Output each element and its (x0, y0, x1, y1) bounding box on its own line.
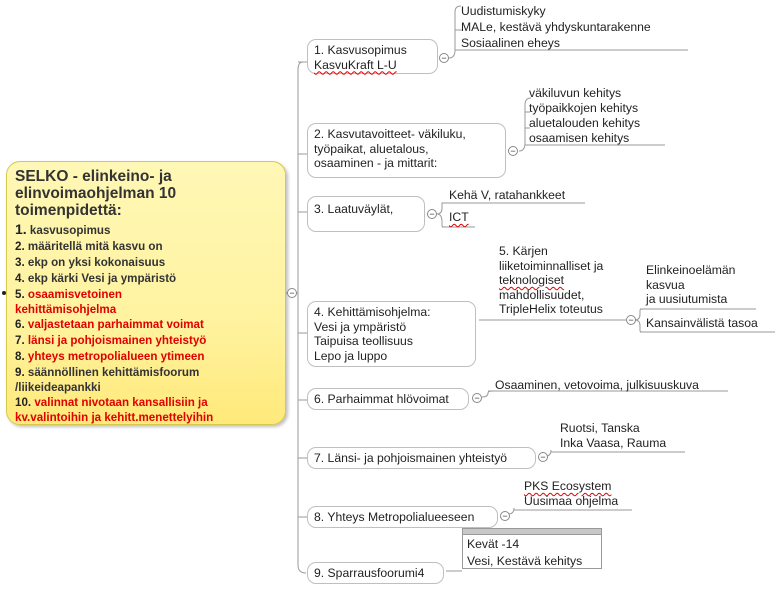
collapse-toggle-b6[interactable]: − (472, 393, 482, 403)
branch-kasvusopimus[interactable] (307, 39, 438, 74)
branch-label: 1. Kasvusopimus (314, 43, 407, 57)
collapse-toggle-b7[interactable]: − (538, 452, 548, 462)
central-item-2: 2. määritellä mitä kasvu on (15, 240, 163, 253)
branch-sparrausfoorumi[interactable]: 9. Sparrausfoorumi4 (307, 562, 444, 584)
leaf-pks-ecosystem: PKS Ecosystem (524, 479, 612, 493)
branch-laatuvaylat[interactable]: 3. Laatuväylät, (307, 196, 425, 232)
central-item-1: 1. kasvusopimus (15, 221, 111, 237)
sub-label: TripleHelix toteutus (499, 302, 603, 316)
branch-label: osaaminen - ja mittarit: (314, 156, 438, 170)
central-list (15, 221, 277, 425)
central-topic[interactable] (6, 161, 286, 425)
sub-karjen[interactable] (499, 244, 603, 317)
leaf-male: MALe, kestävä yhdyskuntarakenne (461, 20, 651, 34)
sub-label: mahdollisuudet, (499, 287, 585, 302)
collapse-toggle-b4[interactable]: − (626, 315, 636, 325)
leaf-keha-v: Kehä V, ratahankkeet (449, 188, 566, 202)
collapse-toggle-b1[interactable]: − (439, 53, 449, 63)
central-item-6: 6. valjastetaan parhaimmat voimat (15, 318, 204, 331)
branch-label: Taipuisa teollisuus (314, 334, 413, 348)
branch-label: 6. Parhaimmat hlövoimat (314, 392, 449, 406)
branch-parhaimmat[interactable] (307, 388, 469, 410)
sub-label: teknologiset (499, 273, 565, 287)
branch-kasvutavoitteet[interactable] (307, 123, 506, 178)
branch-label: 4. Kehittämisohjelma: (314, 305, 431, 319)
leaf-ict: ICT (449, 210, 469, 224)
note-box[interactable] (462, 528, 602, 569)
collapse-toggle-b2[interactable]: − (508, 146, 518, 156)
central-item-10: 10. valinnat nivotaan kansallisiin ja kv.valintoihin ja kehitt.menettelyihin (15, 396, 214, 424)
leaf-vakiluvun: väkiluvun kehitys (529, 86, 622, 100)
leaf-ruotsi: Ruotsi, Tanska (560, 421, 640, 435)
leaf-label: Elinkeinoelämän (646, 263, 736, 277)
leaf-uusimaa: Uusimaa ohjelma (524, 494, 619, 508)
leaf-kansainvalista: Kansainvälistä tasoa (646, 316, 758, 330)
note-line: Vesi, Kestävä kehitys (467, 553, 583, 568)
leaf-uudistumiskyky: Uudistumiskyky (461, 4, 546, 18)
central-item-4: 4. ekp kärki Vesi ja ympäristö (15, 272, 177, 285)
branch-metropolialue[interactable]: 8. Yhteys Metropolialueeseen (307, 506, 498, 528)
leaf-label: ja uusiutumista (646, 292, 728, 306)
sub-label: liiketoiminnalliset ja (499, 258, 604, 273)
branch-label: 2. Kasvutavoitteet- väkiluku, (314, 127, 466, 141)
central-item-5: 5. osaamisvetoinen kehittämisohjelma (15, 288, 122, 316)
collapse-toggle-b3[interactable]: − (427, 209, 437, 219)
leaf-elinkeinoelaman (646, 263, 735, 307)
central-item-8: 8. yhteys metropolialueen ytimeen (15, 350, 205, 363)
collapse-toggle-central[interactable]: − (287, 288, 297, 298)
leaf-sosiaalinen: Sosiaalinen eheys (461, 36, 560, 50)
central-item-9: 9. säännöllinen kehittämisfoorum /liikeideapankki (15, 366, 200, 394)
branch-kehittamisohjelma[interactable] (307, 301, 476, 367)
note-line: Kevät -14 (467, 537, 520, 551)
branch-lansi-pohjoismainen[interactable]: 7. Länsi- ja pohjoismainen yhteistyö (307, 447, 536, 469)
leaf-osaamisen: osaamisen kehitys (529, 131, 630, 145)
central-title: SELKO - elinkeino- ja elinvoimaohjelman 10 toimenpidettä: (15, 168, 177, 219)
leaf-aluetalouden: aluetalouden kehitys (529, 116, 641, 130)
leaf-tyopaikkojen: työpaikkojen kehitys (529, 101, 639, 115)
central-item-3: 3. ekp on yksi kokonaisuus (15, 256, 166, 269)
branch-label: Lepo ja luppo (314, 348, 388, 363)
branch-label: KasvuKraft L-U (314, 57, 397, 72)
sub-label: 5. Kärjen (499, 244, 548, 258)
leaf-osaaminen: Osaaminen, vetovoima, julkisuuskuva (495, 378, 699, 392)
branch-label: Vesi ja ympäristö (314, 319, 407, 334)
collapse-toggle-b8[interactable]: − (500, 511, 510, 521)
leaf-inka: Inka Vaasa, Rauma (560, 436, 667, 450)
central-item-7: 7. länsi ja pohjoismainen yhteistyö (15, 334, 207, 347)
leaf-label: kasvua (646, 277, 685, 292)
branch-label: työpaikat, aluetalous, (314, 141, 429, 156)
